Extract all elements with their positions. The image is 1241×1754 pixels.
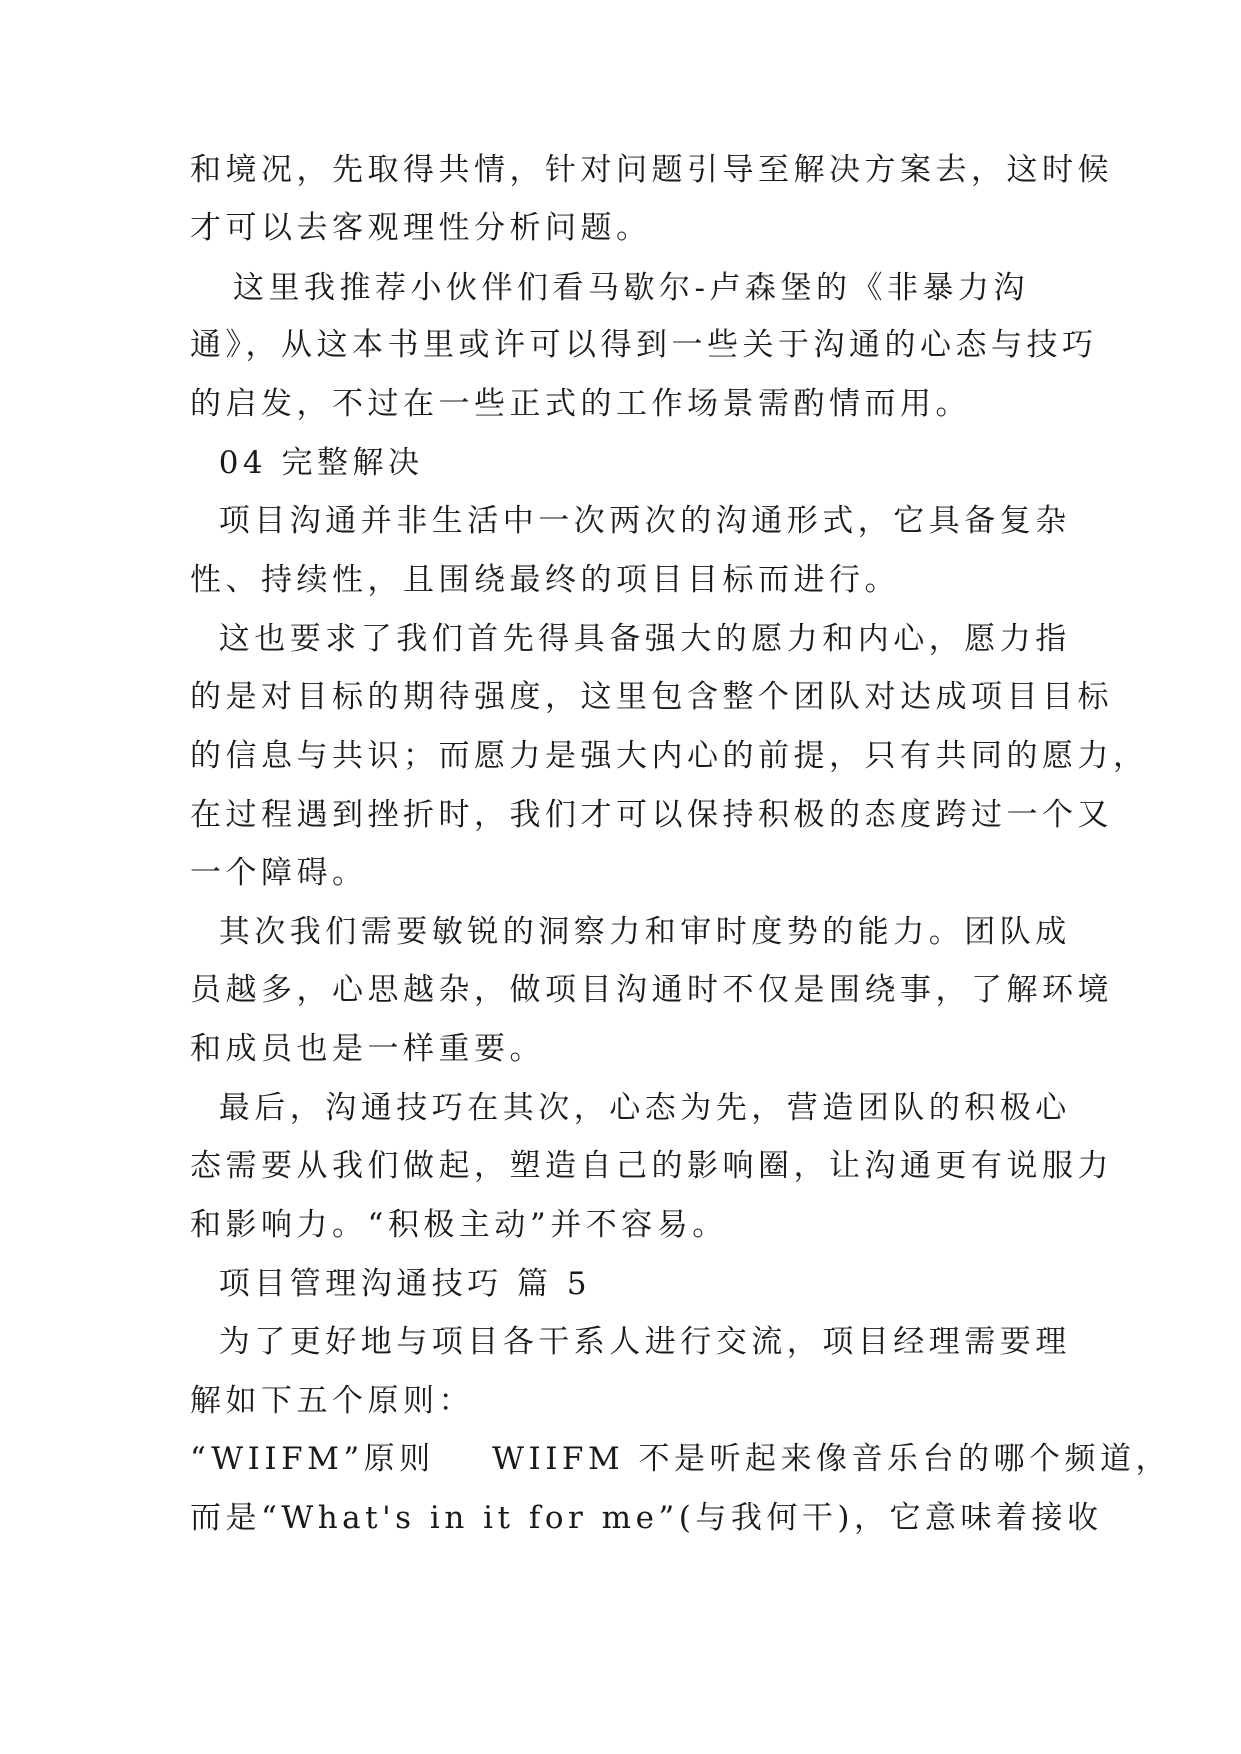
text-line: 其次我们需要敏锐的洞察力和审时度势的能力。团队成 bbox=[190, 914, 1071, 950]
text-line: 为了更好地与项目各干系人进行交流，项目经理需要理 bbox=[190, 1324, 1071, 1360]
text-line: 和成员也是一样重要。 bbox=[190, 1031, 545, 1067]
text-line: 一个障碍。 bbox=[190, 855, 368, 891]
text-line: 和境况，先取得共情，针对问题引导至解决方案去，这时候 bbox=[190, 152, 1113, 188]
text-line: 这里我推荐小伙伴们看马歇尔-卢森堡的《非暴力沟 bbox=[190, 270, 1030, 306]
text-line: 性、持续性，且围绕最终的项目目标而进行。 bbox=[190, 562, 900, 598]
text-line: 解如下五个原则： bbox=[190, 1383, 474, 1419]
text-line: 通》，从这本书里或许可以得到一些关于沟通的心态与技巧 bbox=[190, 327, 1098, 363]
section-heading: 项目管理沟通技巧 篇 5 bbox=[190, 1266, 592, 1302]
text-line: 项目沟通并非生活中一次两次的沟通形式，它具备复杂 bbox=[190, 503, 1071, 539]
text-line: 态需要从我们做起，塑造自己的影响圈，让沟通更有说服力 bbox=[190, 1148, 1113, 1184]
text-line: 最后，沟通技巧在其次，心态为先，营造团队的积极心 bbox=[190, 1090, 1071, 1126]
text-line: 和影响力。“积极主动”并不容易。 bbox=[190, 1207, 728, 1243]
text-line: 才可以去客观理性分析问题。 bbox=[190, 210, 652, 246]
text-line: 在过程遇到挫折时，我们才可以保持积极的态度跨过一个又 bbox=[190, 797, 1113, 833]
text-line: 而是“What's in it for me”(与我何干)，它意味着接收 bbox=[190, 1500, 1103, 1536]
text-line: 的是对目标的期待强度，这里包含整个团队对达成项目目标 bbox=[190, 679, 1113, 715]
text-line: 员越多，心思越杂，做项目沟通时不仅是围绕事，了解环境 bbox=[190, 972, 1113, 1008]
text-line: 的信息与共识；而愿力是强大内心的前提，只有共同的愿力， bbox=[190, 738, 1149, 774]
text-line: 的启发，不过在一些正式的工作场景需酌情而用。 bbox=[190, 386, 971, 422]
text-line: 这也要求了我们首先得具备强大的愿力和内心，愿力指 bbox=[190, 621, 1071, 657]
section-heading: 04 完整解决 bbox=[190, 445, 424, 481]
text-line: “WIIFM”原则 WIIFM 不是听起来像音乐台的哪个频道， bbox=[190, 1441, 1172, 1477]
